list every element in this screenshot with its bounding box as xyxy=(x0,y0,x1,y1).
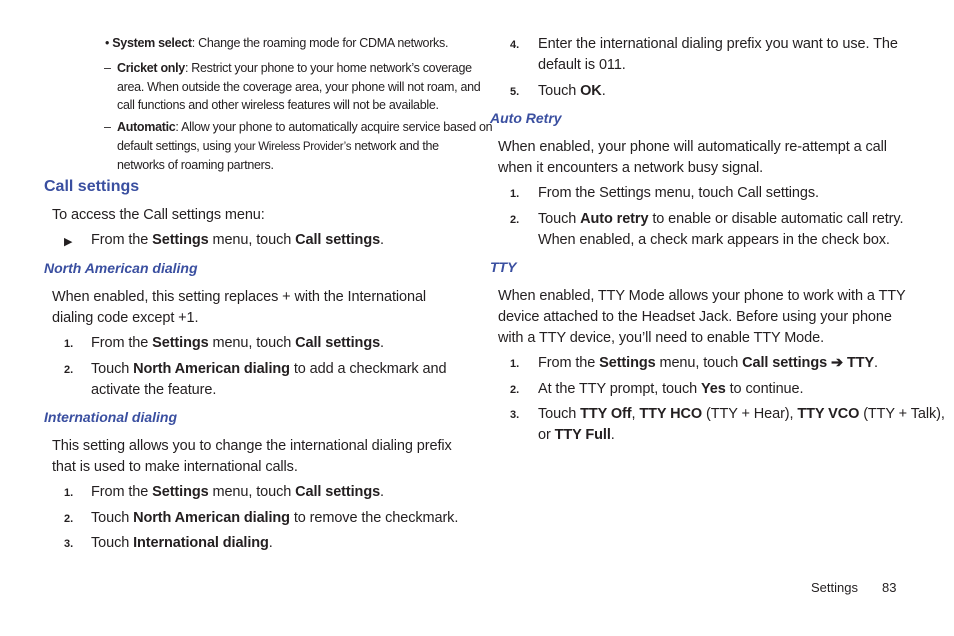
step-text: menu, touch xyxy=(208,232,296,248)
step-text: . xyxy=(610,427,615,443)
step-text: Touch xyxy=(91,510,134,526)
step-number: 4. xyxy=(510,39,520,51)
north-american-term: North American dialing xyxy=(133,361,290,377)
step-text: From the xyxy=(91,232,153,248)
system-select-text: : Change the roaming mode for CDMA networks. xyxy=(191,36,449,50)
international-para-1: This setting allows you to change the international dialing prefix xyxy=(52,438,452,454)
step-text: From the xyxy=(91,484,153,500)
step-text: Touch xyxy=(538,83,581,99)
tty-full-term: TTY Full xyxy=(554,427,611,443)
tty-hco-term: TTY HCO xyxy=(639,406,703,422)
step-text: . xyxy=(874,355,878,371)
auto-retry-step-2-line-2: When enabled, a check mark appears in the check box. xyxy=(538,232,890,248)
step-number: 5. xyxy=(510,86,520,98)
step-text: . xyxy=(601,83,606,99)
page-number: 83 xyxy=(882,580,897,595)
cricket-only-dash: – xyxy=(104,61,111,75)
tty-para-2: device attached to the Headset Jack. Before using your phone xyxy=(498,309,892,325)
ok-term: OK xyxy=(580,83,602,99)
step-text: menu, touch xyxy=(655,355,743,371)
tty-off-term: TTY Off xyxy=(580,406,632,422)
yes-term: Yes xyxy=(701,381,726,397)
call-settings-intro: To access the Call settings menu: xyxy=(52,207,265,223)
step-text: From the xyxy=(91,335,153,351)
auto-retry-heading: Auto Retry xyxy=(490,110,562,126)
automatic-term: Automatic xyxy=(117,120,176,134)
step-number: 1. xyxy=(510,188,520,200)
automatic-dash: – xyxy=(104,120,111,134)
step-number: 1. xyxy=(64,338,74,350)
step-text: . xyxy=(268,535,273,551)
call-settings-step xyxy=(91,232,384,248)
step-5 xyxy=(538,83,606,99)
step-text: Touch xyxy=(91,535,134,551)
automatic-line-1 xyxy=(117,120,492,134)
step-text: Touch xyxy=(538,406,581,422)
cricket-only-line-2: area. When outside the coverage area, your phone will not roam, and xyxy=(117,80,481,94)
call-settings-term: Call settings xyxy=(295,232,381,248)
international-step-2 xyxy=(91,510,458,526)
system-select-term: System select xyxy=(112,36,192,50)
automatic-text: : Allow your phone to automatically acquire service based on xyxy=(175,120,493,134)
tty-step-3 xyxy=(538,406,945,422)
step-number: 2. xyxy=(510,214,520,226)
international-term: International dialing xyxy=(133,535,269,551)
settings-term: Settings xyxy=(152,232,209,248)
tty-step-2 xyxy=(538,381,803,397)
north-american-step-2 xyxy=(91,361,446,377)
arrow-right-icon: ▶ xyxy=(64,236,73,248)
north-american-para-1: When enabled, this setting replaces + with the International xyxy=(52,289,427,305)
step-number: 3. xyxy=(64,538,74,550)
step-text: . xyxy=(380,232,384,248)
north-american-term: North American dialing xyxy=(133,510,290,526)
provider-name: your Wireless Provider’s xyxy=(234,141,352,153)
international-step-1 xyxy=(91,484,384,500)
step-text: At the TTY prompt, touch xyxy=(538,381,701,397)
step-text: . xyxy=(380,484,384,500)
step-text: menu, touch xyxy=(208,335,296,351)
international-heading: International dialing xyxy=(44,409,178,425)
footer-section: Settings xyxy=(811,580,858,595)
settings-term: Settings xyxy=(599,355,656,371)
bullet-glyph: • xyxy=(105,36,110,50)
north-american-para-2: dialing code except +1. xyxy=(52,310,199,326)
automatic-line-3: networks of roaming partners. xyxy=(117,158,274,172)
step-text: to add a checkmark and xyxy=(289,361,447,377)
call-settings-term: Call settings xyxy=(295,484,381,500)
settings-term: Settings xyxy=(152,335,209,351)
step-text: to remove the checkmark. xyxy=(289,510,459,526)
step-text: or xyxy=(538,427,555,443)
step-number: 2. xyxy=(510,384,520,396)
cricket-only-term: Cricket only xyxy=(117,61,185,75)
tty-step-3-line-2 xyxy=(538,427,615,443)
call-settings-heading: Call settings xyxy=(44,178,140,195)
cricket-only-line-3: call functions and other wireless features will not be available. xyxy=(117,98,439,112)
north-american-step-1 xyxy=(91,335,384,351)
international-para-2: that is used to make international calls. xyxy=(52,459,298,475)
north-american-heading: North American dialing xyxy=(44,260,198,276)
automatic-line-2 xyxy=(117,139,439,153)
international-step-3 xyxy=(91,535,273,551)
system-select-bullet xyxy=(105,36,448,50)
step-4-line-2: default is 011. xyxy=(538,57,626,73)
auto-retry-step-1: From the Settings menu, touch Call settings. xyxy=(538,185,819,201)
step-text: to continue. xyxy=(725,381,804,397)
tty-vco-term: TTY VCO xyxy=(797,406,860,422)
north-american-step-2-line-2: activate the feature. xyxy=(91,382,217,398)
step-4-line-1: Enter the international dialing prefix you want to use. The xyxy=(538,36,898,52)
automatic-line-2a: default settings, using xyxy=(117,139,235,153)
call-settings-tty-term: Call settings ➔ TTY xyxy=(742,355,875,371)
auto-retry-term: Auto retry xyxy=(580,211,649,227)
step-number: 1. xyxy=(64,487,74,499)
step-text: to enable or disable automatic call retry. xyxy=(648,211,904,227)
step-text: Touch xyxy=(91,361,134,377)
auto-retry-para-1: When enabled, your phone will automatically re-attempt a call xyxy=(498,139,887,155)
step-text: From the xyxy=(538,355,600,371)
step-text: menu, touch xyxy=(208,484,296,500)
tty-heading: TTY xyxy=(490,259,517,275)
step-number: 2. xyxy=(64,364,74,376)
call-settings-term: Call settings xyxy=(295,335,381,351)
step-text: (TTY + Hear), xyxy=(702,406,798,422)
auto-retry-step-2 xyxy=(538,211,903,227)
automatic-line-2c: network and the xyxy=(351,139,439,153)
step-number: 1. xyxy=(510,358,520,370)
tty-para-3: with a TTY device, you’ll need to enable TTY Mode. xyxy=(498,330,825,346)
step-text: , xyxy=(631,406,640,422)
tty-step-1 xyxy=(538,355,878,371)
auto-retry-para-2: when it encounters a network busy signal. xyxy=(498,160,764,176)
step-number: 2. xyxy=(64,513,74,525)
step-text: (TTY + Talk), xyxy=(859,406,945,422)
cricket-only-line-1 xyxy=(117,61,472,75)
settings-term: Settings xyxy=(152,484,209,500)
step-number: 3. xyxy=(510,409,520,421)
cricket-only-text: : Restrict your phone to your home network’s coverage xyxy=(184,61,472,75)
step-text: . xyxy=(380,335,384,351)
tty-para-1: When enabled, TTY Mode allows your phone to work with a TTY xyxy=(498,288,906,304)
step-text: Touch xyxy=(538,211,581,227)
